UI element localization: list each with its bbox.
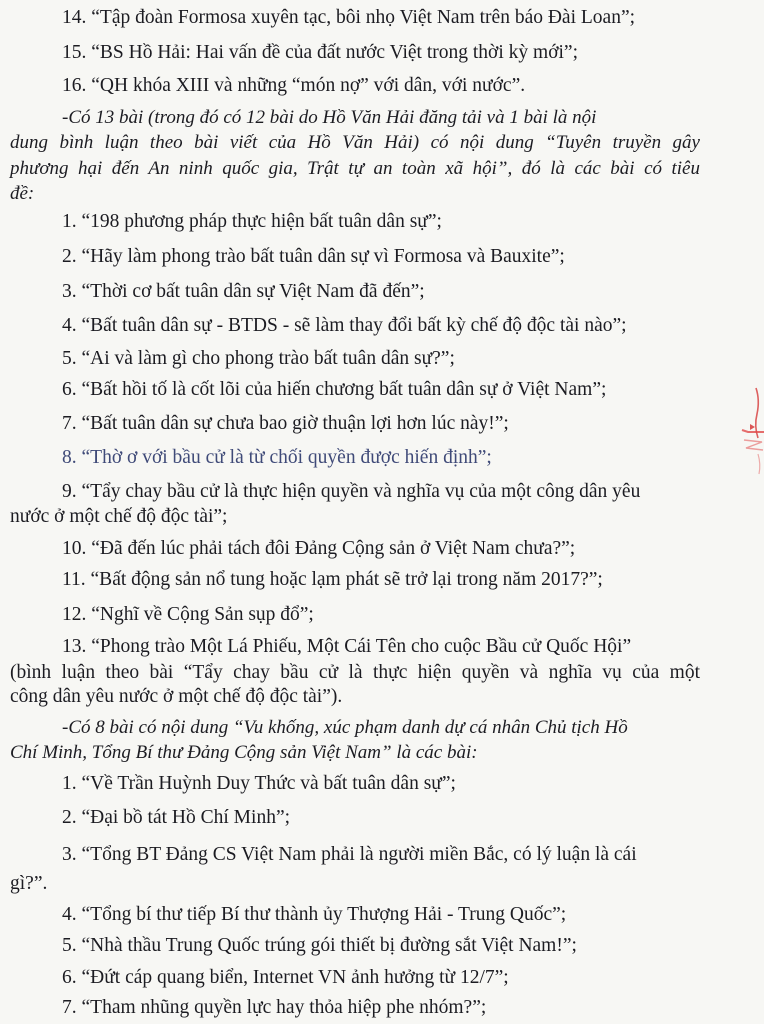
list-item: 9. “Tẩy chay bầu cử là thực hiện quyền và nghĩa vụ của một công dân yêu bbox=[62, 481, 641, 502]
list-item: 1. “198 phương pháp thực hiện bất tuân dân sự”; bbox=[62, 211, 442, 232]
list-item: 6. “Bất hồi tố là cốt lõi của hiến chương bất tuân dân sự ở Việt Nam”; bbox=[62, 379, 607, 400]
paragraph-line: dung bình luận theo bài viết của Hồ Văn Hải) có nội dung “Tuyên truyền gây bbox=[10, 132, 700, 153]
list-item: 5. “Ai và làm gì cho phong trào bất tuân dân sự?”; bbox=[62, 348, 455, 369]
list-item-continuation: gì?”. bbox=[10, 873, 48, 894]
list-item: 4. “Bất tuân dân sự - BTDS - sẽ làm thay đổi bất kỳ chế độ độc tài nào”; bbox=[62, 315, 627, 336]
list-item: 14. “Tập đoàn Formosa xuyên tạc, bôi nhọ Việt Nam trên báo Đài Loan”; bbox=[62, 7, 636, 28]
list-item: 7. “Tham nhũng quyền lực hay thỏa hiệp phe nhóm?”; bbox=[62, 997, 487, 1018]
paragraph-line: Chí Minh, Tổng Bí thư Đảng Cộng sản Việt Nam” là các bài: bbox=[10, 742, 478, 763]
list-item: 8. “Thờ ơ với bầu cử là từ chối quyền được hiến định”; bbox=[62, 447, 492, 468]
list-item: 6. “Đứt cáp quang biển, Internet VN ảnh hưởng từ 12/7”; bbox=[62, 967, 509, 988]
list-item: 11. “Bất động sản nổ tung hoặc lạm phát sẽ trở lại trong năm 2017?”; bbox=[62, 569, 603, 590]
list-item: 2. “Hãy làm phong trào bất tuân dân sự vì Formosa và Bauxite”; bbox=[62, 246, 565, 267]
list-item: 13. “Phong trào Một Lá Phiếu, Một Cái Tên cho cuộc Bầu cử Quốc Hội” bbox=[62, 636, 632, 657]
list-item: 3. “Tổng BT Đảng CS Việt Nam phải là người miền Bắc, có lý luận là cái bbox=[62, 844, 637, 865]
list-item: 15. “BS Hồ Hải: Hai vấn đề của đất nước Việt trong thời kỳ mới”; bbox=[62, 42, 578, 63]
list-item: 2. “Đại bồ tát Hồ Chí Minh”; bbox=[62, 807, 291, 828]
list-item: 5. “Nhà thầu Trung Quốc trúng gói thiết bị đường sắt Việt Nam!”; bbox=[62, 935, 577, 956]
list-item: 12. “Nghĩ về Cộng Sản sụp đổ”; bbox=[62, 604, 314, 625]
list-item-continuation: công dân yêu nước ở một chế độ độc tài”). bbox=[10, 686, 343, 707]
paragraph-line: phương hại đến An ninh quốc gia, Trật tự an toàn xã hội”, đó là các bài có tiêu bbox=[10, 158, 700, 179]
list-item: 7. “Bất tuân dân sự chưa bao giờ thuận lợi hơn lúc này!”; bbox=[62, 413, 509, 434]
paragraph-line: -Có 13 bài (trong đó có 12 bài do Hồ Văn Hải đăng tải và 1 bài là nội bbox=[62, 107, 597, 128]
list-item: 4. “Tổng bí thư tiếp Bí thư thành ủy Thượng Hải - Trung Quốc”; bbox=[62, 904, 567, 925]
paragraph-line: đề: bbox=[10, 183, 35, 204]
list-item: 3. “Thời cơ bất tuân dân sự Việt Nam đã đến”; bbox=[62, 281, 425, 302]
list-item: 10. “Đã đến lúc phải tách đôi Đảng Cộng sản ở Việt Nam chưa?”; bbox=[62, 538, 576, 559]
paragraph-line: -Có 8 bài có nội dung “Vu khống, xúc phạm danh dự cá nhân Chủ tịch Hồ bbox=[62, 717, 628, 738]
list-item: 16. “QH khóa XIII và những “món nợ” với dân, với nước”. bbox=[62, 75, 526, 96]
list-item-continuation: nước ở một chế độ độc tài”; bbox=[10, 506, 228, 527]
list-item-continuation: (bình luận theo bài “Tẩy chay bầu cử là thực hiện quyền và nghĩa vụ của một bbox=[10, 662, 700, 683]
list-item: 1. “Về Trần Huỳnh Duy Thức và bất tuân dân sự”; bbox=[62, 773, 456, 794]
red-seal-fragment bbox=[736, 380, 764, 480]
